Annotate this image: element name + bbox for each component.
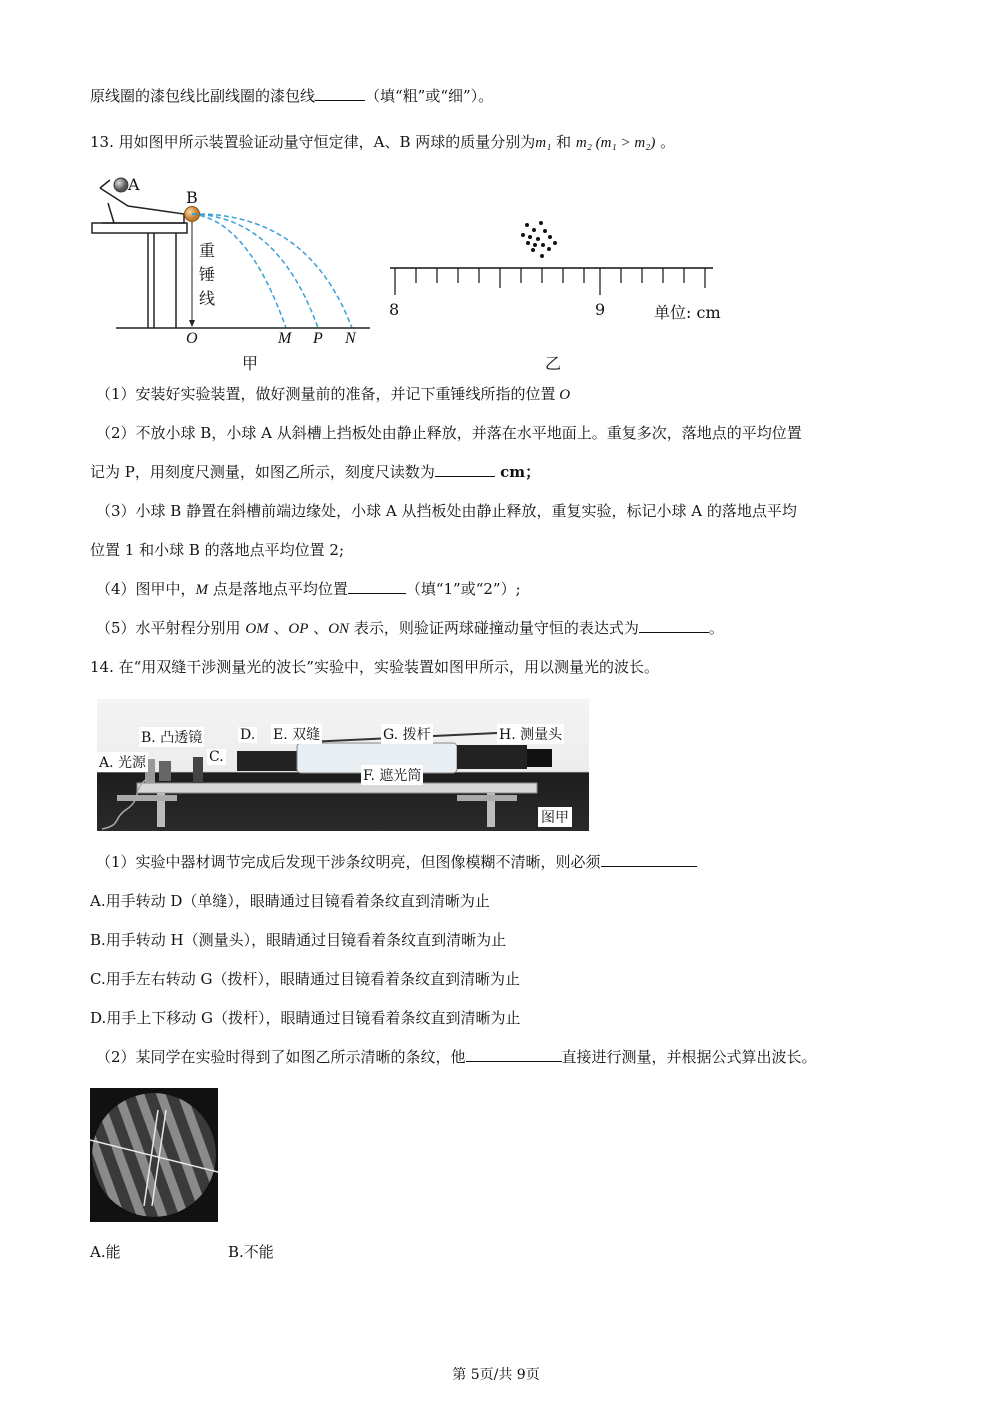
ruler-unit: 单位: cm [654, 303, 721, 322]
math-o: O [555, 387, 571, 403]
text: 、 [308, 619, 329, 637]
label-lever: G. 拨杆 [381, 724, 433, 744]
figure-apparatus-photo [97, 699, 589, 831]
answer-blank[interactable] [639, 618, 709, 633]
answer-blank[interactable] [348, 579, 406, 594]
math-on: ON [328, 621, 350, 637]
label-measuring-head: H. 测量头 [497, 724, 564, 744]
tick-label-8: 8 [389, 300, 400, 319]
text: 表示，则验证两球碰撞动量守恒的表达式为 [349, 619, 639, 637]
text: （2）某同学在实验时得到了如图乙所示清晰的条纹，他 [96, 1048, 466, 1066]
answer-blank[interactable] [466, 1047, 562, 1062]
label-o: O [186, 330, 198, 347]
math-op: OP [288, 621, 309, 637]
text: 。 [708, 619, 724, 637]
text: （1）实验中器材调节完成后发现干涉条纹明亮，但图像模糊不清晰，则必须 [96, 853, 601, 871]
text: （填“粗”或“细”）。 [365, 87, 494, 105]
photo-caption: 图甲 [538, 807, 572, 827]
label-weight-line-1: 重 [199, 241, 216, 260]
label-double-slit: E. 双缝 [271, 724, 322, 744]
q14-part-1 [96, 852, 697, 872]
label-weight-line-2: 锤 [199, 265, 216, 284]
text: 直接进行测量，并根据公式算出波长。 [561, 1048, 817, 1066]
q13-part-2a: （2）不放小球 B，小球 A 从斜槽上挡板处由静止释放，并落在水平地面上。重复多次，落地点的平均位置 [96, 424, 802, 442]
label-b: B [186, 188, 198, 207]
q14-part-2 [96, 1047, 817, 1067]
q13-part-3b: 位置 1 和小球 B 的落地点平均位置 2; [90, 541, 345, 559]
math-m2: m₂ (m₁ > m₂) [575, 135, 656, 151]
label-single-slit: D. [240, 727, 256, 743]
label-p: P [313, 330, 323, 347]
text: 记为 P，用刻度尺测量，如图乙所示，刻度尺读数为 [90, 463, 435, 481]
q13-part-2b [90, 462, 540, 482]
answer-blank[interactable] [435, 462, 495, 477]
text: 和 [551, 133, 576, 151]
figure-jia-apparatus [88, 168, 378, 378]
label-n: N [345, 330, 356, 347]
question-13 [90, 132, 675, 153]
answer-option-b[interactable]: B.不能 [228, 1243, 274, 1261]
text: 。 [655, 133, 676, 151]
q13-part-3a: （3）小球 B 静置在斜槽前端边缘处，小球 A 从挡板处由静止释放，重复实验，标记小球 A 的落地点平均 [96, 502, 797, 520]
math-m: M [195, 582, 209, 598]
label-m: M [278, 330, 292, 347]
q13-part-4 [96, 579, 521, 600]
question-14: 14. 在“用双缝干涉测量光的波长”实验中，实验装置如图甲所示，用以测量光的波长。 [90, 658, 659, 676]
answer-blank[interactable] [601, 852, 697, 867]
text: 点是落地点平均位置 [208, 580, 348, 598]
text: 原线圈的漆包线比副线圈的漆包线 [90, 87, 316, 105]
text: （1）安装好实验装置，做好测量前的准备，并记下重锤线所指的位置 [96, 385, 556, 403]
label-weight-line-3: 线 [199, 289, 216, 308]
figure-fringes [90, 1088, 218, 1222]
fill-line-coil [90, 86, 493, 106]
math-m1: m₁ [535, 135, 552, 151]
text: （填“1”或“2”）; [405, 580, 521, 598]
label-a: A [128, 175, 140, 194]
ball-a [114, 178, 128, 192]
label-filter: C. [209, 749, 224, 765]
question-text: 13. 用如图甲所示装置验证动量守恒定律，A、B 两球的质量分别为 [90, 133, 536, 151]
option-c[interactable]: C.用手左右转动 G（拨杆），眼睛通过目镜看着条纹直到清晰为止 [90, 970, 520, 988]
text: （5）水平射程分别用 [96, 619, 246, 637]
label-lamp: A. 光源 [97, 752, 148, 772]
option-d[interactable]: D.用手上下移动 G（拨杆），眼睛通过目镜看着条纹直到清晰为止 [90, 1009, 521, 1027]
caption-jia: 甲 [242, 354, 259, 373]
math-om: OM [245, 621, 269, 637]
q13-part-1 [96, 384, 570, 405]
option-b[interactable]: B.用手转动 H（测量头），眼睛通过目镜看着条纹直到清晰为止 [90, 931, 507, 949]
q13-part-5 [96, 618, 724, 639]
caption-yi: 乙 [545, 354, 562, 373]
label-shield-tube: F. 遮光筒 [361, 765, 423, 785]
text: （4）图甲中， [96, 580, 196, 598]
tick-label-9: 9 [595, 300, 606, 319]
figure-yi-ruler [385, 215, 720, 305]
page-footer: 第 5页/共 9页 [452, 1367, 540, 1383]
text: 、 [268, 619, 289, 637]
option-a[interactable]: A.用手转动 D（单缝），眼睛通过目镜看着条纹直到清晰为止 [90, 892, 490, 910]
answer-option-a[interactable]: A.能 [90, 1243, 121, 1261]
answer-blank[interactable] [315, 86, 365, 101]
unit-cm: cm； [494, 463, 541, 481]
label-light-source: B. 凸透镜 [139, 727, 204, 747]
